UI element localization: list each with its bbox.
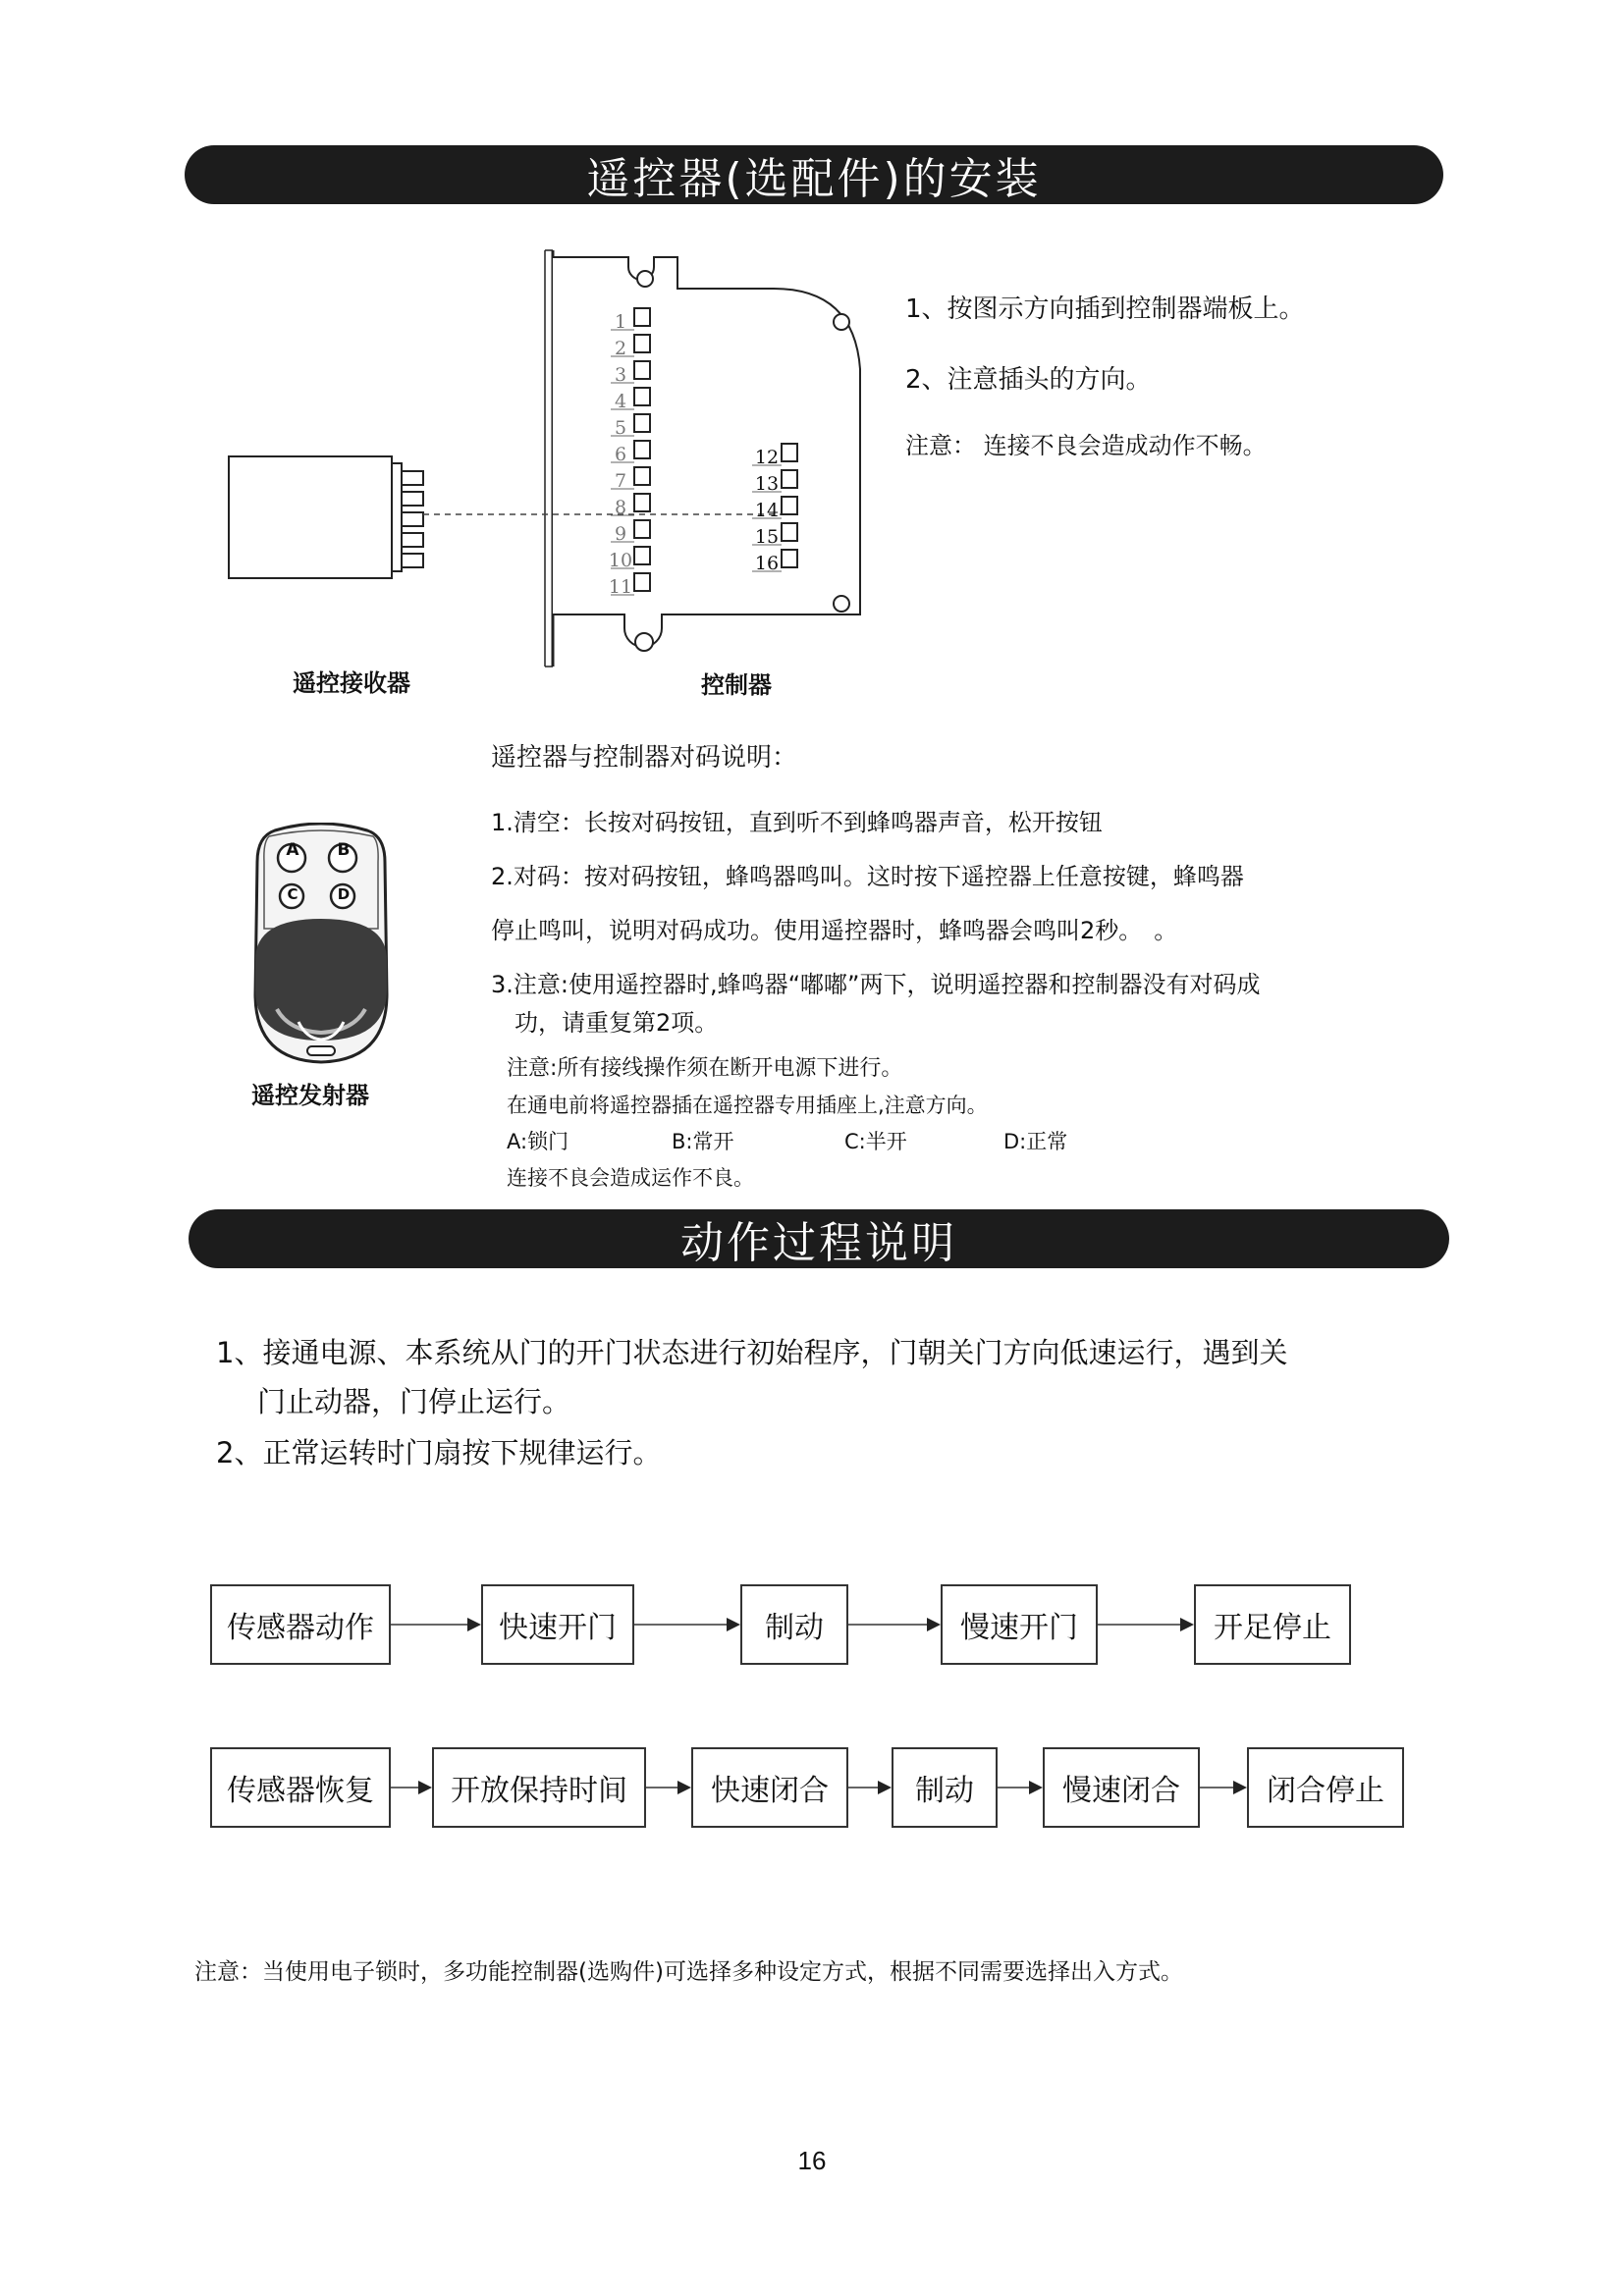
remote-button-label-a: A bbox=[286, 840, 299, 860]
page-number: 16 bbox=[797, 2146, 827, 2175]
pairing-step-2: 2.对码：按对码按钮，蜂鸣器鸣叫。这时按下遥控器上任意按键，蜂鸣器 bbox=[491, 863, 1244, 890]
pairing-step-3-cont: 功，请重复第2项。 bbox=[514, 1009, 719, 1037]
remote-button-label-d: D bbox=[337, 885, 351, 903]
remote-transmitter-image bbox=[247, 823, 395, 1068]
receiver-body bbox=[229, 456, 392, 578]
install-note: 注意： 连接不良会造成动作不畅。 bbox=[905, 432, 1267, 459]
receiver-caption: 遥控接收器 bbox=[293, 669, 410, 697]
mode-d: D:正常 bbox=[1003, 1130, 1068, 1153]
terminal-block-left bbox=[634, 308, 650, 591]
terminal-label: 15 bbox=[754, 526, 780, 548]
mode-b: B:常开 bbox=[672, 1130, 734, 1153]
flow-close-step: 传感器恢复 bbox=[210, 1747, 391, 1828]
pairing-step-2-cont: 停止鸣叫，说明对码成功。使用遥控器时，蜂鸣器会鸣叫2秒。 。 bbox=[491, 917, 1178, 944]
terminal-label: 9 bbox=[614, 523, 627, 545]
pairing-note-2: 在通电前将遥控器插在遥控器专用插座上,注意方向。 bbox=[507, 1094, 988, 1117]
terminal-label: 16 bbox=[754, 553, 780, 574]
remote-button-label-c: C bbox=[287, 885, 298, 903]
receiver-pins bbox=[392, 463, 423, 571]
flow-open-arrows bbox=[0, 1610, 1624, 1639]
terminal-label: 7 bbox=[614, 470, 627, 492]
flow-open-step: 快速开门 bbox=[481, 1584, 634, 1665]
remote-button-label-b: B bbox=[337, 840, 351, 860]
terminal-label: 6 bbox=[614, 444, 627, 465]
terminal-block-right bbox=[782, 444, 797, 567]
flow-open-step: 慢速开门 bbox=[941, 1584, 1098, 1665]
pairing-heading: 遥控器与控制器对码说明： bbox=[491, 743, 798, 773]
section-title: 动作过程说明 bbox=[680, 1218, 957, 1268]
flow-close-step: 制动 bbox=[892, 1747, 998, 1828]
terminal-label: 8 bbox=[614, 497, 627, 518]
flow-open-step: 制动 bbox=[740, 1584, 848, 1665]
flow-open-step: 传感器动作 bbox=[210, 1584, 391, 1665]
flow-close-arrows bbox=[0, 1773, 1624, 1802]
terminal-label: 14 bbox=[754, 500, 780, 521]
remote-caption: 遥控发射器 bbox=[251, 1082, 369, 1109]
terminal-label: 5 bbox=[614, 417, 627, 439]
pairing-step-1: 1.清空：长按对码按钮，直到听不到蜂鸣器声音，松开按钮 bbox=[491, 809, 1103, 836]
flow-close-step: 快速闭合 bbox=[691, 1747, 848, 1828]
controller-board bbox=[553, 257, 860, 647]
mode-c: C:半开 bbox=[844, 1130, 907, 1153]
terminal-label: 3 bbox=[614, 364, 627, 386]
terminal-label: 12 bbox=[754, 447, 780, 468]
install-diagram bbox=[216, 243, 903, 675]
terminal-label: 13 bbox=[754, 473, 780, 495]
terminal-label: 10 bbox=[608, 550, 633, 571]
flow-close-step: 慢速闭合 bbox=[1043, 1747, 1200, 1828]
pairing-note-1: 注意:所有接线操作须在断开电源下进行。 bbox=[507, 1056, 903, 1081]
controller-caption: 控制器 bbox=[701, 671, 772, 699]
pairing-note-3: 连接不良会造成运作不良。 bbox=[507, 1166, 754, 1190]
pairing-step-3: 3.注意:使用遥控器时,蜂鸣器“嘟嘟”两下，说明遥控器和控制器没有对码成 bbox=[491, 971, 1261, 998]
mode-a: A:锁门 bbox=[507, 1130, 569, 1153]
section-title: 遥控器(选配件)的安装 bbox=[586, 154, 1042, 204]
install-step-2: 2、注意插头的方向。 bbox=[905, 365, 1152, 395]
process-step-2: 2、正常运转时门扇按下规律运行。 bbox=[216, 1436, 662, 1469]
section-banner-process bbox=[189, 1209, 1449, 1268]
terminal-label: 11 bbox=[608, 576, 633, 598]
terminal-label: 4 bbox=[614, 391, 627, 412]
flow-close-step: 开放保持时间 bbox=[432, 1747, 646, 1828]
terminal-label: 1 bbox=[614, 311, 627, 333]
footer-note: 注意：当使用电子锁时，多功能控制器(选购件)可选择多种设定方式，根据不同需要选择出入方式。 bbox=[194, 1959, 1183, 1985]
process-step-1: 1、接通电源、本系统从门的开门状态进行初始程序，门朝关门方向低速运行，遇到关 bbox=[216, 1336, 1288, 1369]
flow-close-step: 闭合停止 bbox=[1247, 1747, 1404, 1828]
section-banner-remote-install bbox=[185, 145, 1443, 204]
remote-grip bbox=[255, 919, 387, 1041]
install-step-1: 1、按图示方向插到控制器端板上。 bbox=[905, 294, 1305, 324]
process-step-1-cont: 门止动器，门停止运行。 bbox=[257, 1385, 571, 1418]
terminal-label: 2 bbox=[614, 338, 627, 359]
flow-open-step: 开足停止 bbox=[1194, 1584, 1351, 1665]
